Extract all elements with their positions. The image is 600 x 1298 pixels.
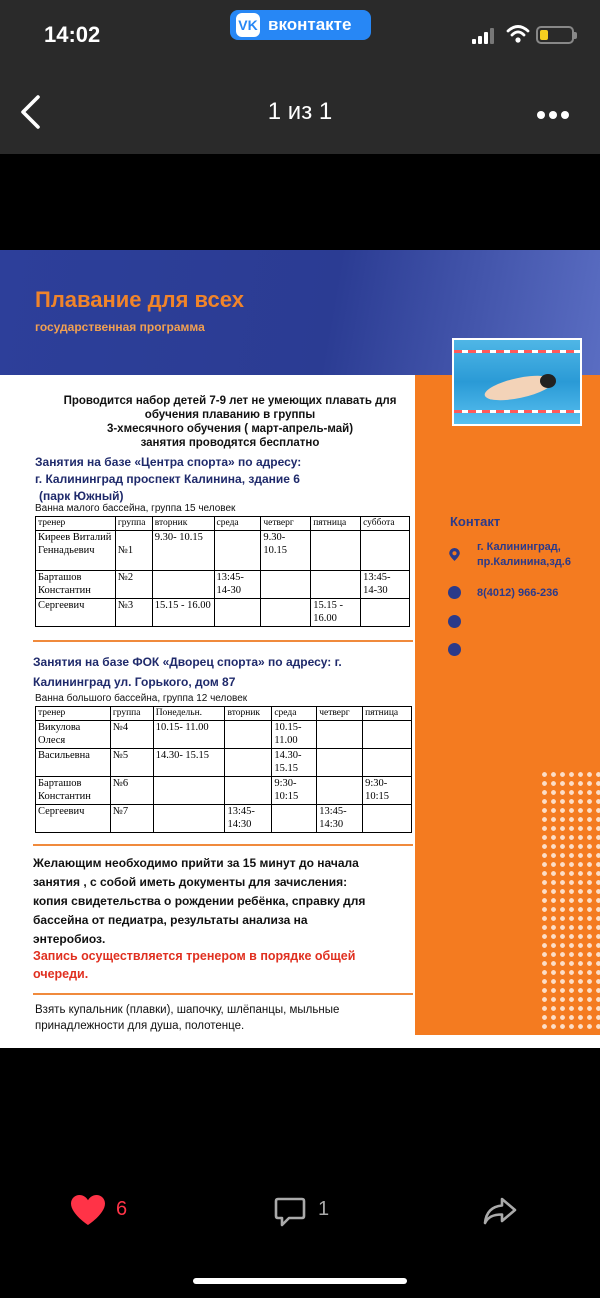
status-bar bbox=[0, 0, 600, 70]
contact-title: Контакт bbox=[450, 514, 501, 529]
app-label: вконтакте bbox=[268, 15, 352, 34]
table-header-row: тренер группа Понедельн. вторник среда четверг пятница bbox=[36, 707, 412, 721]
comment-icon[interactable] bbox=[274, 1196, 306, 1228]
schedule-table-1 bbox=[35, 516, 410, 627]
email-icon bbox=[448, 615, 461, 628]
home-indicator bbox=[193, 1278, 407, 1284]
table-row: Барташов Константин №2 13:45- 14-30 13:45- 14-30 bbox=[36, 571, 410, 599]
share-icon[interactable] bbox=[483, 1196, 517, 1226]
wifi-icon bbox=[506, 24, 530, 44]
phone-icon bbox=[448, 586, 461, 599]
registration-text: Запись осуществляется тренером в порядке общей очереди. bbox=[33, 949, 356, 981]
cellular-signal-icon bbox=[472, 28, 496, 44]
poster-image[interactable] bbox=[0, 250, 600, 1048]
divider bbox=[33, 844, 413, 846]
items-note: Взять купальник (плавки), шапочку, шлёпанцы, мыльные принадлежности для душа, полотенце. bbox=[35, 1004, 340, 1032]
viewer-nav-bar bbox=[0, 70, 600, 154]
section1-heading: Занятия на базе «Центра спорта» по адресу: г. Калининград проспект Калинина, здание 6 (парк Южный) bbox=[35, 455, 302, 503]
battery-tip bbox=[574, 32, 577, 39]
contact-phone: 8(4012) 966-236 bbox=[477, 587, 559, 599]
vk-logo-icon: VK bbox=[236, 13, 260, 37]
vk-app-pill[interactable] bbox=[230, 10, 371, 40]
table-row: Васильевна №5 14.30- 15.15 14.30- 15.15 bbox=[36, 749, 412, 777]
intro-text: Проводится набор детей 7-9 лет не умеющих плавать для обучения плаванию в группы 3-хмесячного обучения ( март-апрель-май) занятия проводятся бесплатно bbox=[63, 395, 397, 449]
table-row: Киреев Виталий Геннадьевич №1 9.30- 10.15 9.30- 10.15 bbox=[36, 531, 410, 571]
photo-counter: 1 из 1 bbox=[267, 98, 333, 125]
battery-icon bbox=[536, 26, 574, 44]
more-options-icon[interactable] bbox=[536, 110, 570, 120]
table-row: Сергеевич №3 15.15 - 16.00 15.15 - 16.00 bbox=[36, 599, 410, 627]
clock: 14:02 bbox=[44, 22, 101, 47]
section1-caption: Ванна малого бассейна, группа 15 человек bbox=[35, 503, 236, 514]
like-count[interactable]: 6 bbox=[116, 1198, 128, 1220]
decorative-dots bbox=[540, 770, 600, 1030]
heart-icon[interactable] bbox=[70, 1194, 106, 1226]
location-pin-icon bbox=[448, 548, 461, 561]
swimmer-photo bbox=[452, 338, 582, 426]
divider bbox=[33, 993, 413, 995]
table-header-row: тренер группа вторник среда четверг пятница суббота bbox=[36, 517, 410, 531]
poster-title: Плавание для всех bbox=[35, 287, 244, 312]
table-row: Викулова Олеся №4 10.15- 11.00 10.15- 11.00 bbox=[36, 721, 412, 749]
contact-address: г. Калининград, пр.Калинина,зд.6 bbox=[477, 541, 571, 568]
schedule-table-2 bbox=[35, 706, 412, 833]
section2-heading: Занятия на базе ФОК «Дворец спорта» по адресу: г. Калининград ул. Горького, дом 87 bbox=[33, 655, 342, 689]
comment-count[interactable]: 1 bbox=[318, 1198, 330, 1220]
requirements-text: Желающим необходимо прийти за 15 минут до начала занятия , с собой иметь документы для зачисления: копия свидетельства о рождении ребёнка, справку для бассейна от педиатра, результаты анализа на энтеробиоз. bbox=[33, 856, 366, 946]
table-row: Сергеевич №7 13:45- 14:30 13:45- 14:30 bbox=[36, 805, 412, 833]
divider bbox=[33, 640, 413, 642]
web-icon bbox=[448, 643, 461, 656]
action-bar bbox=[0, 1170, 600, 1298]
poster-subtitle: государственная программа bbox=[35, 320, 205, 334]
table-row: Барташов Константин №6 9:30- 10:15 9:30- 10:15 bbox=[36, 777, 412, 805]
section2-caption: Ванна большого бассейна, группа 12 человек bbox=[35, 693, 248, 704]
